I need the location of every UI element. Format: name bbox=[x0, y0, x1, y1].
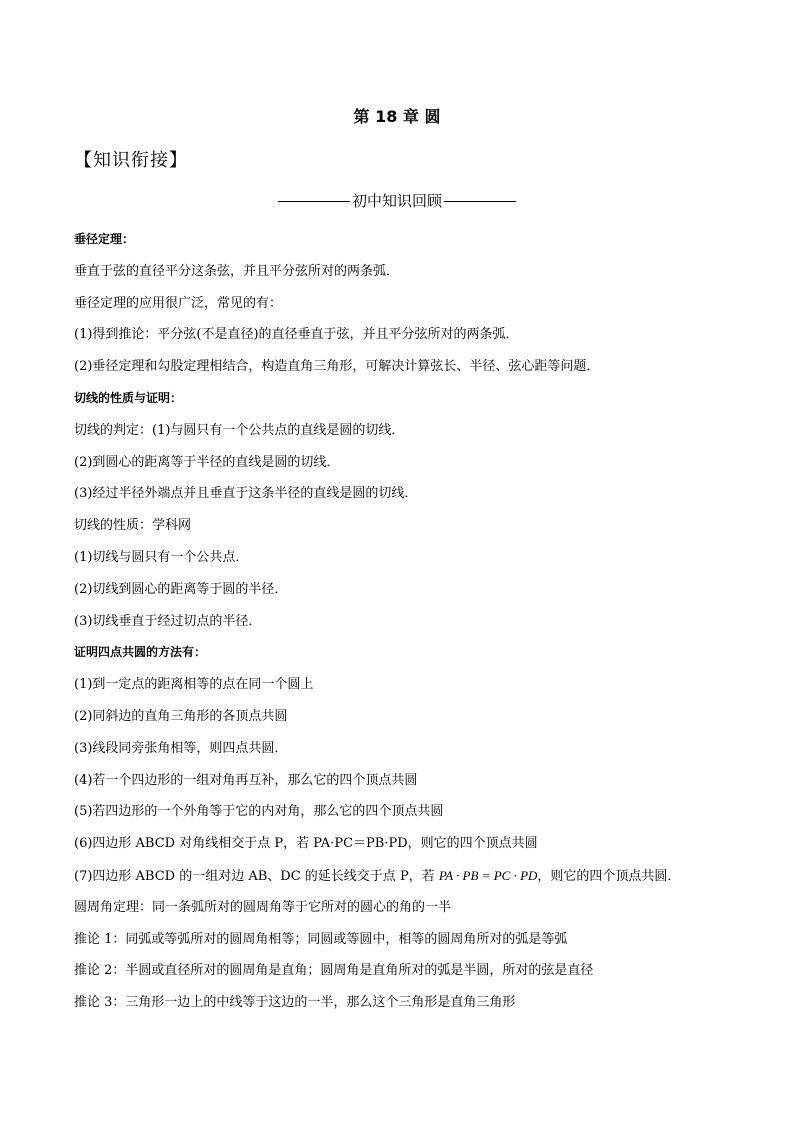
text-line bbox=[74, 319, 744, 351]
line-text: 垂径定理的应用很广泛，常见的有： bbox=[74, 295, 283, 311]
text-line bbox=[74, 288, 744, 320]
line-text: 垂径定理： bbox=[74, 232, 135, 246]
subtitle-left-rule bbox=[278, 201, 350, 202]
text-line bbox=[74, 478, 744, 510]
line-text: (3)线段同旁张角相等，则四点共圆． bbox=[74, 740, 288, 756]
line-text: 证明四点共圆的方法有： bbox=[74, 645, 207, 660]
document-body bbox=[74, 224, 744, 1019]
text-line bbox=[74, 924, 744, 956]
line-text: (5)若四边形的一个外角等于它的内对角，那么它的四个顶点共圆 bbox=[74, 804, 444, 820]
line-text: 垂直于弦的直径平分这条弦，并且平分弦所对的两条弧． bbox=[74, 263, 400, 279]
text-line bbox=[74, 606, 744, 638]
text-line bbox=[74, 669, 744, 701]
section-heading bbox=[74, 637, 744, 669]
line-text: 切线的性质：学科网 bbox=[74, 518, 192, 534]
text-line bbox=[74, 796, 744, 828]
text-line bbox=[74, 510, 744, 542]
text-line bbox=[74, 542, 744, 574]
subtitle bbox=[0, 190, 794, 211]
section-heading bbox=[74, 224, 744, 256]
line-text: (2)同斜边的直角三角形的各顶点共圆 bbox=[74, 708, 288, 724]
text-line bbox=[74, 860, 744, 892]
line-text: (7)四边形 ABCD 的一组对边 AB、DC 的延长线交于点 P，若 bbox=[74, 868, 439, 884]
line-text: 推论 2：半圆或直径所对的圆周角是直角；圆周角是直角所对的弧是半圆，所对的弦是直径 bbox=[74, 963, 594, 979]
line-text: 切线的性质与证明： bbox=[74, 390, 183, 405]
text-line bbox=[74, 351, 744, 383]
text-line bbox=[74, 415, 744, 447]
line-text: (1)到一定点的距离相等的点在同一个圆上 bbox=[74, 677, 314, 693]
line-text: 切线的判定：(1)与圆只有一个公共点的直线是圆的切线． bbox=[74, 422, 405, 438]
line-text: 推论 3：三角形一边上的中线等于这边的一半，那么这个三角形是直角三角形 bbox=[74, 995, 516, 1011]
text-line bbox=[74, 828, 744, 860]
section-tag: 【知识衔接】 bbox=[74, 150, 188, 171]
text-line bbox=[74, 256, 744, 288]
line-text: (2)到圆心的距离等于半径的直线是圆的切线． bbox=[74, 454, 340, 470]
text-line bbox=[74, 733, 744, 765]
line-text: (2)垂径定理和勾股定理相结合，构造直角三角形，可解决计算弦长、半径、弦心距等问题． bbox=[74, 359, 600, 375]
line-text: 推论 1：同弧或等弧所对的圆周角相等；同圆或等圆中，相等的圆周角所对的弧是等弧 bbox=[74, 931, 568, 947]
line-text: (1)得到推论：平分弦(不是直径)的直径垂直于弦，并且平分弦所对的两条弧． bbox=[74, 327, 519, 343]
chapter-title: 第 18 章 圆 bbox=[353, 107, 441, 126]
line-text: (4)若一个四边形的一组对角再互补，那么它的四个顶点共圆 bbox=[74, 772, 418, 788]
subtitle-right-rule bbox=[444, 201, 516, 202]
line-text-tail: ，则它的四个顶点共圆． bbox=[537, 868, 681, 884]
section-heading bbox=[74, 383, 744, 415]
text-line bbox=[74, 955, 744, 987]
formula: PA · PB = PC · PD bbox=[438, 867, 538, 883]
text-line bbox=[74, 987, 744, 1019]
text-line bbox=[74, 447, 744, 479]
text-line bbox=[74, 574, 744, 606]
line-text: (3)经过半径外端点并且垂直于这条半径的直线是圆的切线． bbox=[74, 486, 418, 502]
text-line bbox=[74, 892, 744, 924]
line-text: (3)切线垂直于经过切点的半径． bbox=[74, 613, 262, 629]
line-text: 圆周角定理：同一条弧所对的圆周角等于它所对的圆心的角的一半 bbox=[74, 899, 452, 915]
line-text: (6)四边形 ABCD 对角线相交于点 P，若 PA·PC＝PB·PD，则它的四个顶点共圆 bbox=[74, 836, 538, 852]
line-text: (1)切线与圆只有一个公共点． bbox=[74, 549, 249, 565]
line-text: (2)切线到圆心的距离等于圆的半径． bbox=[74, 581, 288, 597]
text-line bbox=[74, 701, 744, 733]
subtitle-text: 初中知识回顾 bbox=[351, 192, 442, 210]
text-line bbox=[74, 765, 744, 797]
